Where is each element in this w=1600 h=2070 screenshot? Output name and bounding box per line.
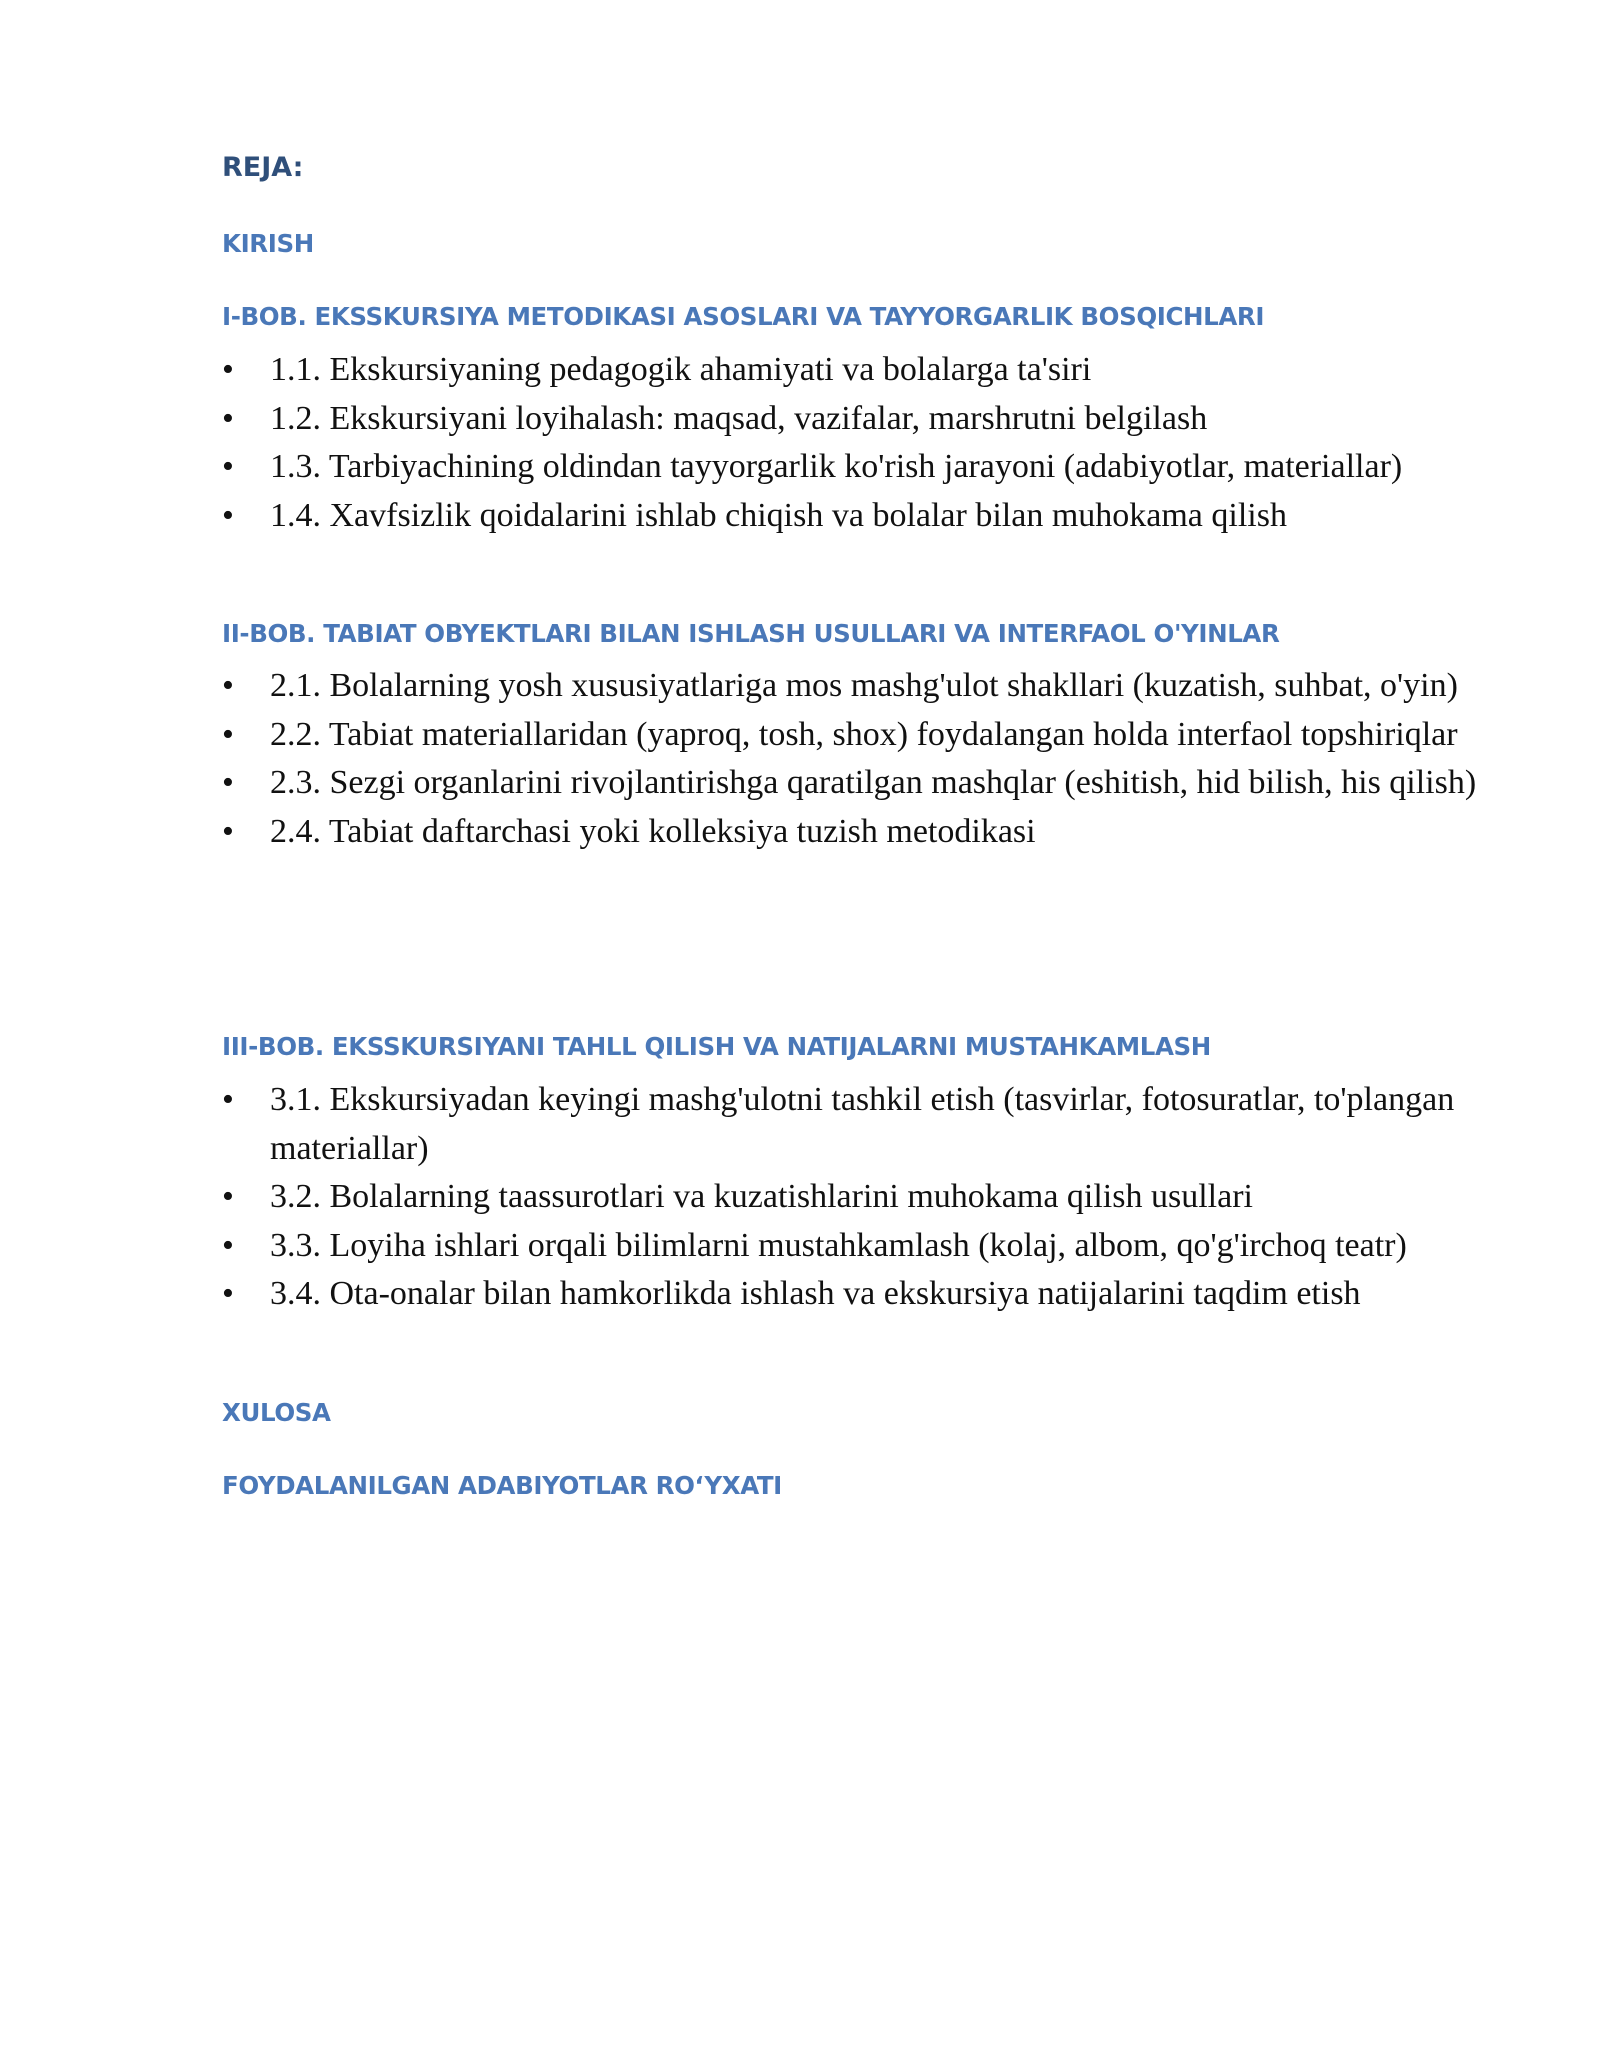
heading-conclusion: XULOSA: [222, 1398, 331, 1427]
list-item-text: 1.3. Tarbiyachining oldindan tayyorgarlik ko'rish jarayoni (adabiyotlar, materiallar): [270, 448, 1403, 485]
list-item-text: 2.2. Tabiat materiallaridan (yaproq, tosh, shox) foydalangan holda interfaol topshiriqlar: [270, 715, 1458, 753]
list-item: [222, 492, 1482, 541]
list-item: [222, 395, 1482, 444]
list-item-text: 2.1. Bolalarning yosh xususiyatlariga mos mashg'ulot shakllari (kuzatish, suhbat, o'yin): [270, 667, 1458, 704]
list-item-text: 1.1. Ekskursiyaning pedagogik ahamiyati va bolalarga ta'siri: [270, 351, 1092, 388]
heading-chapter-1: I-BOB. EKSSKURSIYA METODIKASI ASOSLARI VA TAYYORGARLIK BOSQICHLARI: [222, 302, 1265, 331]
bullet-icon: •: [222, 351, 234, 388]
bullet-icon: •: [222, 1178, 234, 1215]
list-item: [222, 443, 1482, 492]
bullet-icon: •: [222, 667, 234, 704]
chapter-2-list: [222, 662, 1482, 856]
chapter-1-list: [222, 346, 1482, 540]
list-item-text: 3.4. Ota-onalar bilan hamkorlikda ishlash va ekskursiya natijalarini taqdim etish: [270, 1275, 1361, 1312]
heading-chapter-3: III-BOB. EKSSKURSIYANI TAHLL QILISH VA NATIJALARNI MUSTAHKAMLASH: [222, 1032, 1211, 1061]
list-item: [222, 1173, 1482, 1222]
list-item: [222, 1076, 1482, 1173]
list-item: [222, 346, 1482, 395]
list-item: [222, 1270, 1482, 1319]
list-item-text: 3.1. Ekskursiyadan keyingi mashg'ulotni tashkil etish (tasvirlar, fotosuratlar, to'plangan materiallar): [270, 1081, 1455, 1167]
heading-chapter-2: II-BOB. TABIAT OBYEKTLARI BILAN ISHLASH USULLARI VA INTERFAOL O'YINLAR: [222, 619, 1280, 648]
bullet-icon: •: [222, 399, 234, 437]
bullet-icon: •: [222, 496, 234, 534]
list-item-text: 2.4. Tabiat daftarchasi yoki kolleksiya tuzish metodikasi: [270, 812, 1036, 850]
bullet-icon: •: [222, 764, 234, 801]
heading-introduction: KIRISH: [222, 229, 314, 258]
list-item: [222, 759, 1482, 808]
bullet-icon: •: [222, 1081, 234, 1118]
list-item: [222, 808, 1482, 857]
bullet-icon: •: [222, 812, 234, 850]
bullet-icon: •: [222, 1226, 234, 1264]
chapter-3-list: [222, 1076, 1482, 1319]
list-item-text: 2.3. Sezgi organlarini rivojlantirishga qaratilgan mashqlar (eshitish, hid bilish, his qilish): [270, 764, 1477, 801]
list-item-text: 3.2. Bolalarning taassurotlari va kuzatishlarini muhokama qilish usullari: [270, 1178, 1253, 1215]
bullet-icon: •: [222, 1275, 234, 1312]
plan-title: REJA:: [222, 152, 304, 183]
bullet-icon: •: [222, 448, 234, 485]
list-item: [222, 1222, 1482, 1271]
list-item: [222, 662, 1482, 711]
list-item: [222, 711, 1482, 760]
heading-references: FOYDALANILGAN ADABIYOTLAR RO‘YXATI: [222, 1471, 782, 1500]
bullet-icon: •: [222, 715, 234, 753]
list-item-text: 3.3. Loyiha ishlari orqali bilimlarni mustahkamlash (kolaj, albom, qo'g'irchoq teatr): [270, 1226, 1407, 1264]
list-item-text: 1.4. Xavfsizlik qoidalarini ishlab chiqish va bolalar bilan muhokama qilish: [270, 496, 1287, 534]
list-item-text: 1.2. Ekskursiyani loyihalash: maqsad, vazifalar, marshrutni belgilash: [270, 399, 1208, 437]
